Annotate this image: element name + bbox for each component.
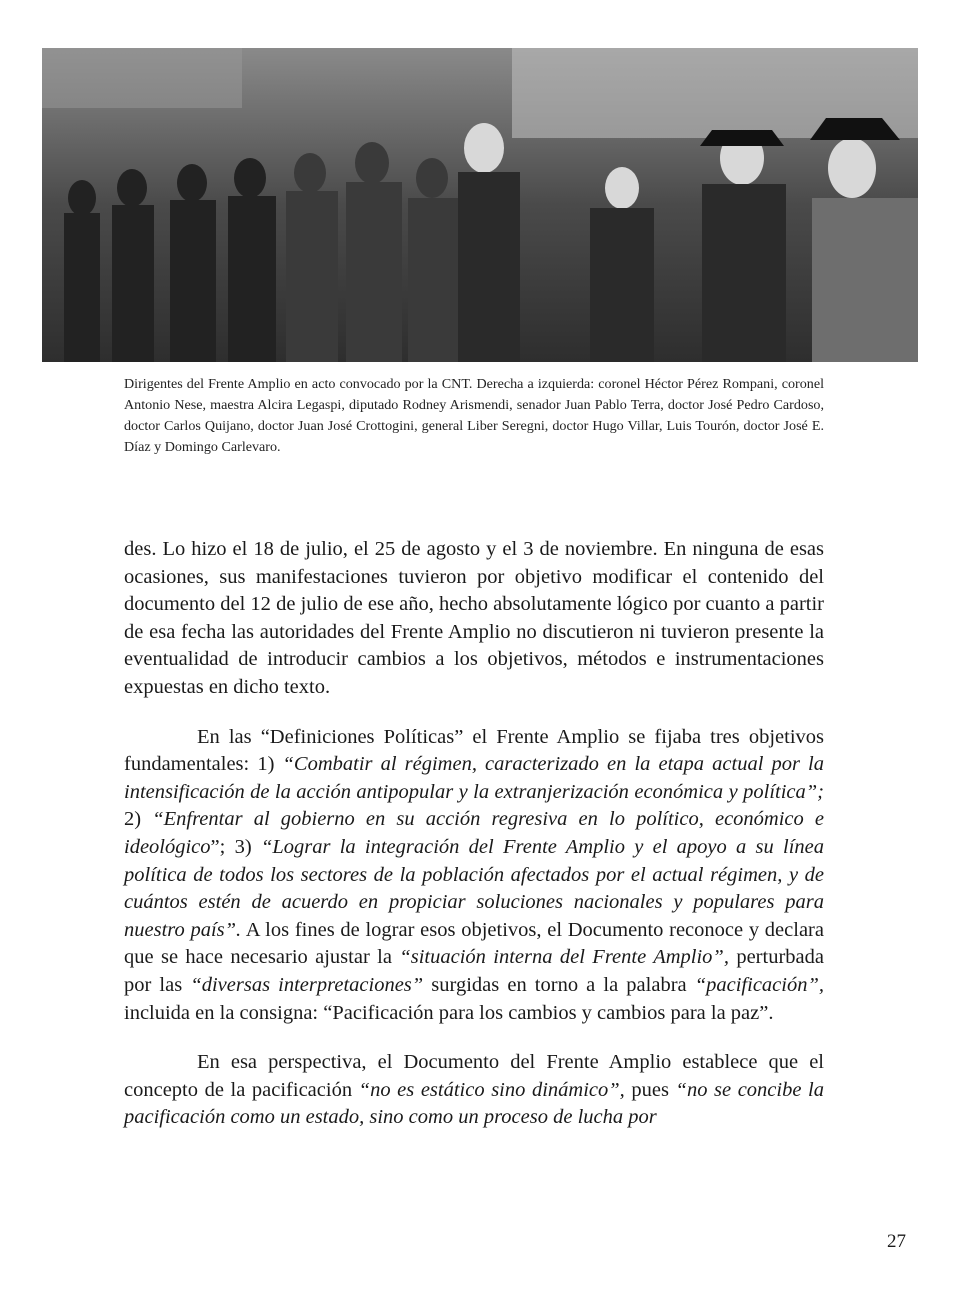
italic-quote: “pacificación”, xyxy=(694,973,824,996)
text-run: perturbada por las xyxy=(124,946,824,996)
photo-caption: Dirigentes del Frente Amplio en acto convocado por la CNT. Derecha a izquierda: coronel Héctor Pérez Rompani, coronel Antonio Nese, maestra Alcira Legaspi, diputado Rodney Arismendi, senador Juan Pablo Terra, doctor José Pedro Cardoso, doctor Carlos Quijano, doctor Juan José Crottogini, general Liber Seregni, doctor Hugo Villar, Luis Tourón, doctor José E. Díaz y Domingo Carlevaro. xyxy=(124,376,824,455)
text-run: incluida en la consigna: “Pacificación para los cambios y cambios para la paz”. xyxy=(124,1001,774,1024)
text-run: surgidas en torno a la palabra xyxy=(423,973,695,996)
text-run: En esa perspectiva, el Documento del Frente Amplio establece que el concepto de la pacificación xyxy=(124,1051,824,1101)
page-number: 27 xyxy=(887,1231,906,1252)
italic-quote: “no es estático sino dinámico”, xyxy=(358,1078,625,1101)
text-run: 2) xyxy=(124,808,153,831)
paragraph-1 xyxy=(124,536,824,702)
text-run: A los fines de lograr esos objetivos, el Documento reconoce y declara que se hace necesario ajustar la xyxy=(124,918,824,969)
archival-photo-crowd-icon xyxy=(42,48,918,362)
italic-quote: “Lograr la integración del Frente Amplio y el apoyo a su línea política de todos los sectores de la población afectados por el actual régimen, y de cuántos estén de acuerdo en propiciar soluciones nacionales y populares para nuestro país”. xyxy=(124,835,824,941)
archival-photo xyxy=(42,48,918,362)
italic-quote: “diversas interpretaciones” xyxy=(190,973,424,996)
italic-quote: “Combatir al régimen, caracterizado en la etapa actual por la intensificación de la acción antipopular y la extranjerización económica y política”; xyxy=(124,753,825,803)
paragraph-2 xyxy=(124,724,824,1028)
italic-quote: “no se concibe la pacificación como un estado, sino como un proceso de lucha por xyxy=(124,1078,824,1129)
italic-quote: “situación interna del Frente Amplio”, xyxy=(399,946,729,969)
text-run: des. Lo hizo el 18 de julio, el 25 de agosto y el 3 de noviembre. En ninguna de esas ocasiones, sus manifestaciones tuvieron por objetivo modificar el contenido del documento del 12 de julio de ese año, hecho absolutamente lógico por cuanto a partir de esa fecha las autoridades del Frente Amplio no discutieron ni tuvieron presente la eventualidad de introducir cambios a los objetivos, métodos e instrumentaciones expuestas en dicho texto. xyxy=(124,538,824,698)
text-run: ”; 3) xyxy=(210,835,261,858)
body-text xyxy=(124,536,824,1154)
italic-quote: “Enfrentar al gobierno en su acción regresiva en lo político, económico e ideológico xyxy=(124,808,824,858)
text-run: pues xyxy=(624,1078,676,1101)
paragraph-3 xyxy=(124,1049,824,1132)
text-run: En las “Definiciones Políticas” el Frente Amplio se fijaba tres objetivos fundamentales: 1) xyxy=(124,725,824,776)
